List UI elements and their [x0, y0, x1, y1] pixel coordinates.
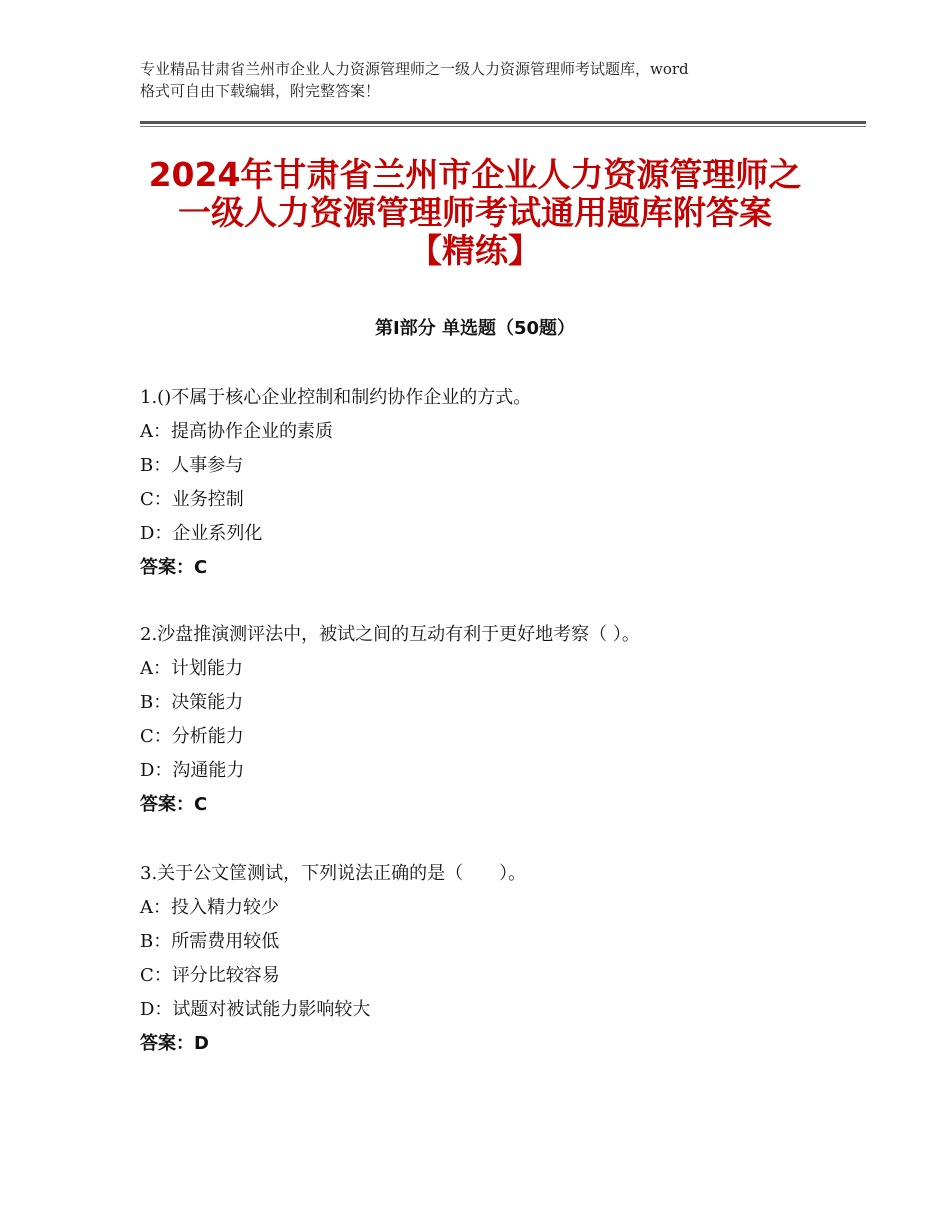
option-b: B：决策能力	[140, 692, 244, 713]
header-divider-thick	[140, 121, 866, 124]
option-a: A：计划能力	[140, 658, 243, 679]
question-2	[140, 618, 860, 822]
answer-label: 答案：C	[140, 794, 208, 815]
question-stem: 1.()不属于核心企业控制和制约协作企业的方式。	[140, 387, 532, 408]
option-a: A：提高协作企业的素质	[140, 421, 333, 442]
option-c: C：评分比较容易	[140, 965, 280, 986]
question-stem: 2.沙盘推演测评法中，被试之间的互动有利于更好地考察（ ）。	[140, 624, 640, 645]
answer-label: 答案：C	[140, 557, 208, 578]
title-line-1: 2024年甘肃省兰州市企业人力资源管理师之	[148, 155, 802, 194]
header-note	[140, 58, 840, 102]
option-d: D：试题对被试能力影响较大	[140, 999, 371, 1020]
option-c: C：业务控制	[140, 489, 244, 510]
option-c: C：分析能力	[140, 726, 244, 747]
question-stem: 3.关于公文筐测试，下列说法正确的是（ ）。	[140, 863, 527, 884]
title-line-3: 【精练】	[409, 231, 541, 270]
option-b: B：所需费用较低	[140, 931, 280, 952]
title-line-2: 一级人力资源管理师考试通用题库附答案	[178, 193, 772, 232]
section-title: 第Ⅰ部分 单选题（50题）	[374, 318, 575, 339]
option-d: D：企业系列化	[140, 523, 263, 544]
document-title	[100, 156, 850, 270]
question-3	[140, 857, 860, 1061]
answer-label: 答案：D	[140, 1033, 209, 1054]
header-divider-thin	[140, 126, 866, 127]
option-a: A：投入精力较少	[140, 897, 279, 918]
option-d: D：沟通能力	[140, 760, 245, 781]
header-note-line-1: 专业精品甘肃省兰州市企业人力资源管理师之一级人力资源管理师考试题库，word	[140, 60, 689, 78]
question-1	[140, 381, 860, 585]
option-b: B：人事参与	[140, 455, 244, 476]
header-note-line-2: 格式可自由下载编辑，附完整答案！	[140, 82, 381, 100]
